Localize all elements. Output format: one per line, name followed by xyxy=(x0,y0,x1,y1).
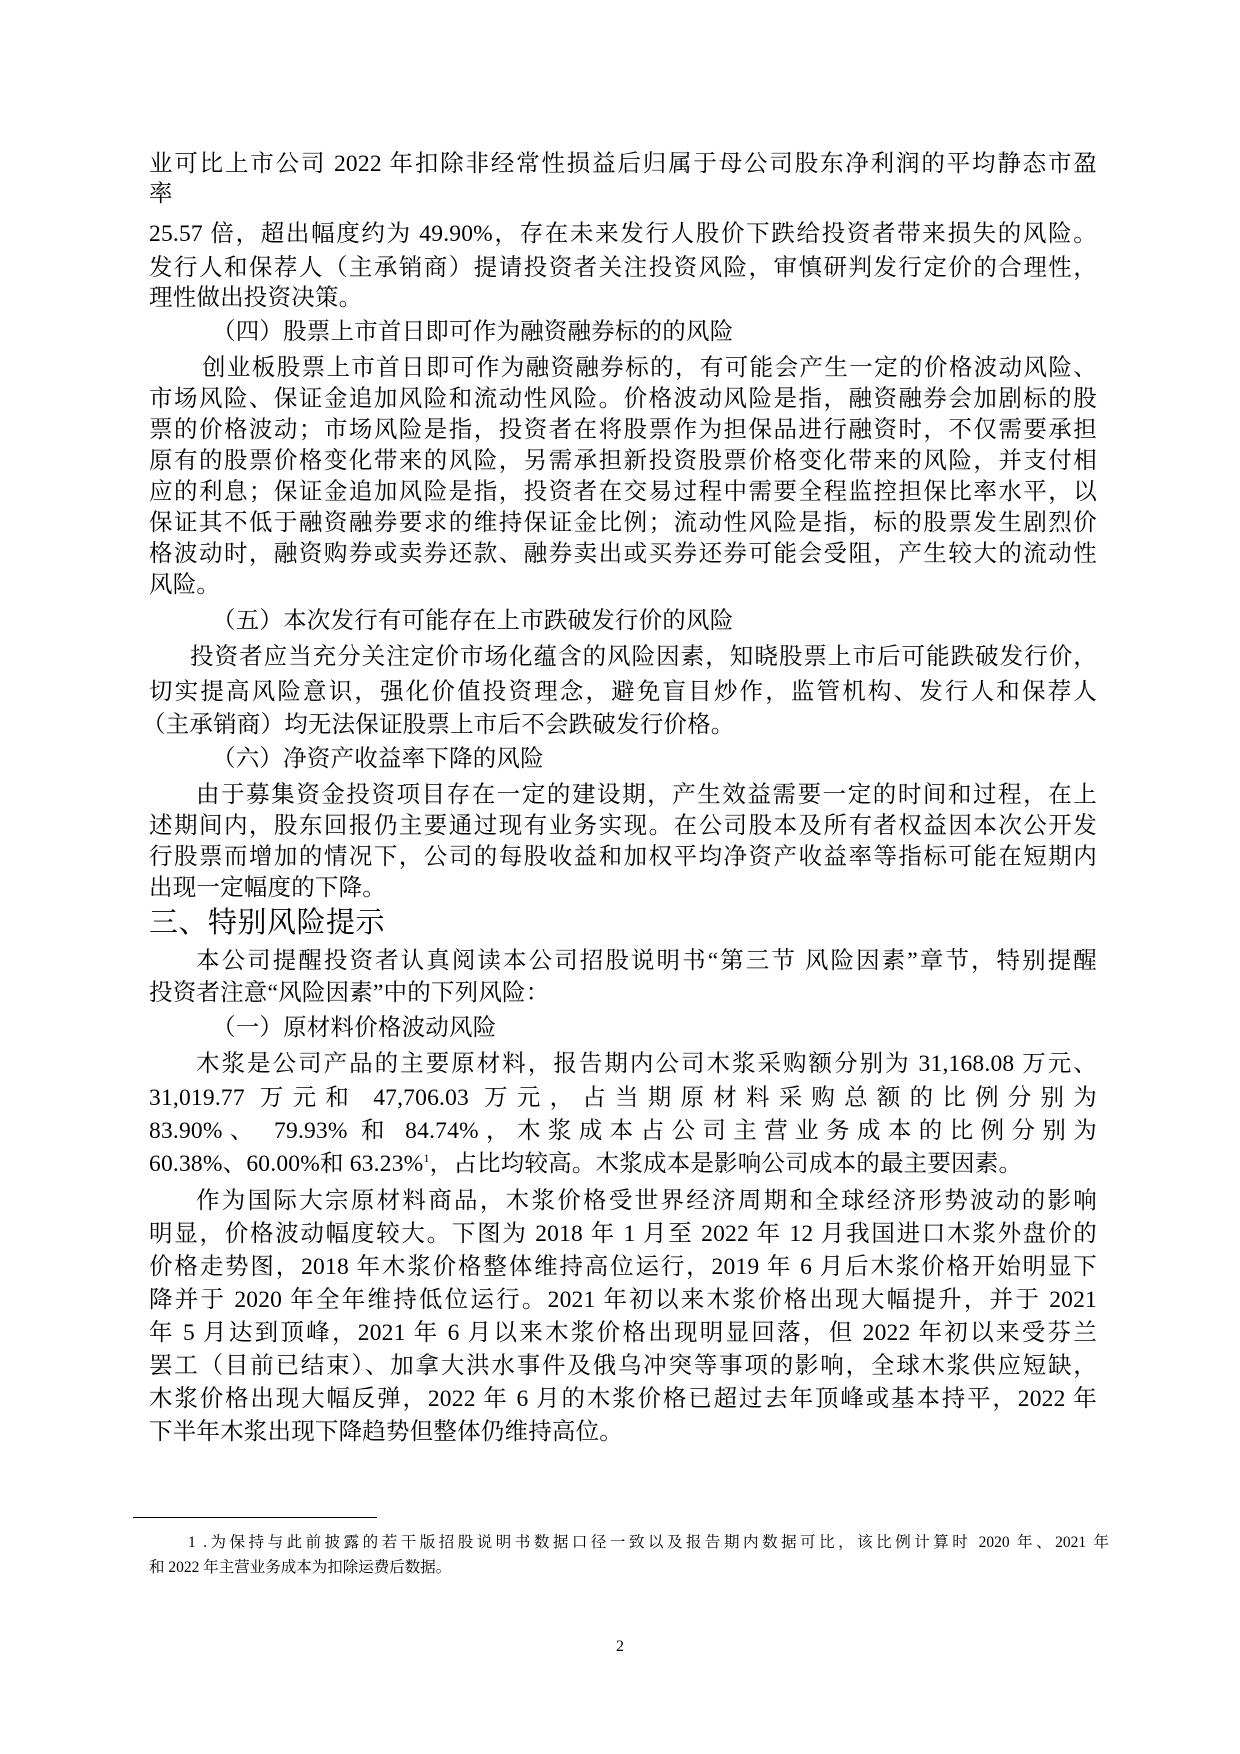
body-line: 票的价格波动；市场风险是指，投资者在将股票作为担保品进行融资时，不仅需要承担 xyxy=(149,417,1097,443)
body-line: （主承销商）均无法保证股票上市后不会跌破发行价格。 xyxy=(142,712,735,738)
line-text-after-ref: ，占比均较高。木浆成本是影响公司成本的最主要因素。 xyxy=(429,1151,1023,1177)
subheading-5: （五）本次发行有可能存在上市跌破发行价的风险 xyxy=(212,608,734,634)
body-line: 罢工（目前已结束）、加拿大洪水事件及俄乌冲突等事项的影响，全球木浆供应短缺， xyxy=(149,1353,1097,1379)
body-line: 83.90%、 79.93% 和 84.74%，木浆成本占公司主营业务成本的比例分别为 xyxy=(149,1118,1097,1144)
footnote-line: 1 .为保持与此前披露的若干版招股说明书数据口径一致以及报告期内数据可比，该比例计算时 2020 年、2021 年 xyxy=(188,1534,1109,1551)
footnote-line: 和 2022 年主营业务成本为扣除运费后数据。 xyxy=(149,1559,452,1576)
body-line: 年 5 月达到顶峰，2021 年 6 月以来木浆价格出现明显回落，但 2022 年初以来受芬兰 xyxy=(149,1320,1097,1346)
footnote-separator xyxy=(133,1517,377,1518)
body-line: 理性做出投资决策。 xyxy=(149,285,363,311)
body-line: 市场风险、保证金追加风险和流动性风险。价格波动风险是指，融资融券会加剧标的股 xyxy=(149,386,1097,412)
subheading-6: （六）净资产收益率下降的风险 xyxy=(212,746,544,772)
body-line: 创业板股票上市首日即可作为融资融券标的，有可能会产生一定的价格波动风险、 xyxy=(202,355,1097,381)
body-line: 出现一定幅度的下降。 xyxy=(149,875,386,901)
page-number: 2 xyxy=(616,1638,624,1655)
body-line: 投资者应当充分关注定价市场化蕴含的风险因素，知晓股票上市后可能跌破发行价， xyxy=(190,644,1097,670)
body-line: 切实提高风险意识，强化价值投资理念，避免盲目炒作，监管机构、发行人和保荐人 xyxy=(149,679,1097,705)
footnote-reference[interactable]: 1 xyxy=(423,1151,430,1166)
section-title: 三、特别风险提示 xyxy=(149,907,386,939)
body-line: 由于募集资金投资项目存在一定的建设期，产生效益需要一定的时间和过程，在上 xyxy=(196,782,1097,808)
body-line: 投资者注意“风险因素”中的下列风险： xyxy=(149,980,550,1006)
body-line: 木浆是公司产品的主要原材料，报告期内公司木浆采购额分别为 31,168.08 万元、 xyxy=(196,1051,1097,1077)
body-line: 本公司提醒投资者认真阅读本公司招股说明书“第三节 风险因素”章节，特别提醒 xyxy=(196,948,1097,974)
body-line: 业可比上市公司 2022 年扣除非经常性损益后归属于母公司股东净利润的平均静态市盈 xyxy=(149,151,1097,177)
body-line: 明显，价格波动幅度较大。下图为 2018 年 1 月至 2022 年 12 月我国进口木浆外盘价的 xyxy=(149,1221,1097,1247)
subheading-1: （一）原材料价格波动风险 xyxy=(212,1015,497,1041)
body-line: 作为国际大宗原材料商品，木浆价格受世界经济周期和全球经济形势波动的影响 xyxy=(196,1188,1097,1214)
body-line: 下半年木浆出现下降趋势但整体仍维持高位。 xyxy=(149,1419,623,1445)
line-text-before-ref: 60.38%、60.00%和 63.23% xyxy=(149,1151,424,1177)
body-line: 木浆价格出现大幅反弹，2022 年 6 月的木浆价格已超过去年顶峰或基本持平，2022 年 xyxy=(149,1386,1097,1412)
body-line: 31,019.77 万元和 47,706.03 万元，占当期原材料采购总额的比例分别为 xyxy=(149,1085,1097,1111)
body-line: 行股票而增加的情况下，公司的每股收益和加权平均净资产收益率等指标可能在短期内 xyxy=(149,844,1097,870)
body-line: 率 xyxy=(149,181,173,207)
body-line: 发行人和保荐人（主承销商）提请投资者关注投资风险，审慎研判发行定价的合理性， xyxy=(149,255,1097,281)
body-line: 风险。 xyxy=(149,572,221,598)
body-line: 价格走势图，2018 年木浆价格整体维持高位运行，2019 年 6 月后木浆价格开始明显下 xyxy=(149,1254,1097,1280)
subheading-4: （四）股票上市首日即可作为融资融券标的的风险 xyxy=(212,319,734,345)
body-line-with-footnote xyxy=(149,1149,1097,1179)
body-line: 应的利息；保证金追加风险是指，投资者在交易过程中需要全程监控担保比率水平，以 xyxy=(149,479,1097,505)
body-line: 25.57 倍，超出幅度约为 49.90%，存在未来发行人股价下跌给投资者带来损失的风险。 xyxy=(149,221,1097,247)
body-line: 述期间内，股东回报仍主要通过现有业务实现。在公司股本及所有者权益因本次公开发 xyxy=(149,813,1097,839)
body-line: 降并于 2020 年全年维持低位运行。2021 年初以来木浆价格出现大幅提升，并于 2021 xyxy=(149,1287,1097,1313)
body-line: 原有的股票价格变化带来的风险，另需承担新投资股票价格变化带来的风险，并支付相 xyxy=(149,448,1097,474)
body-line: 保证其不低于融资融券要求的维持保证金比例；流动性风险是指，标的股票发生剧烈价 xyxy=(149,510,1097,536)
body-line: 格波动时，融资购券或卖券还款、融券卖出或买券还券可能会受阻，产生较大的流动性 xyxy=(149,541,1097,567)
